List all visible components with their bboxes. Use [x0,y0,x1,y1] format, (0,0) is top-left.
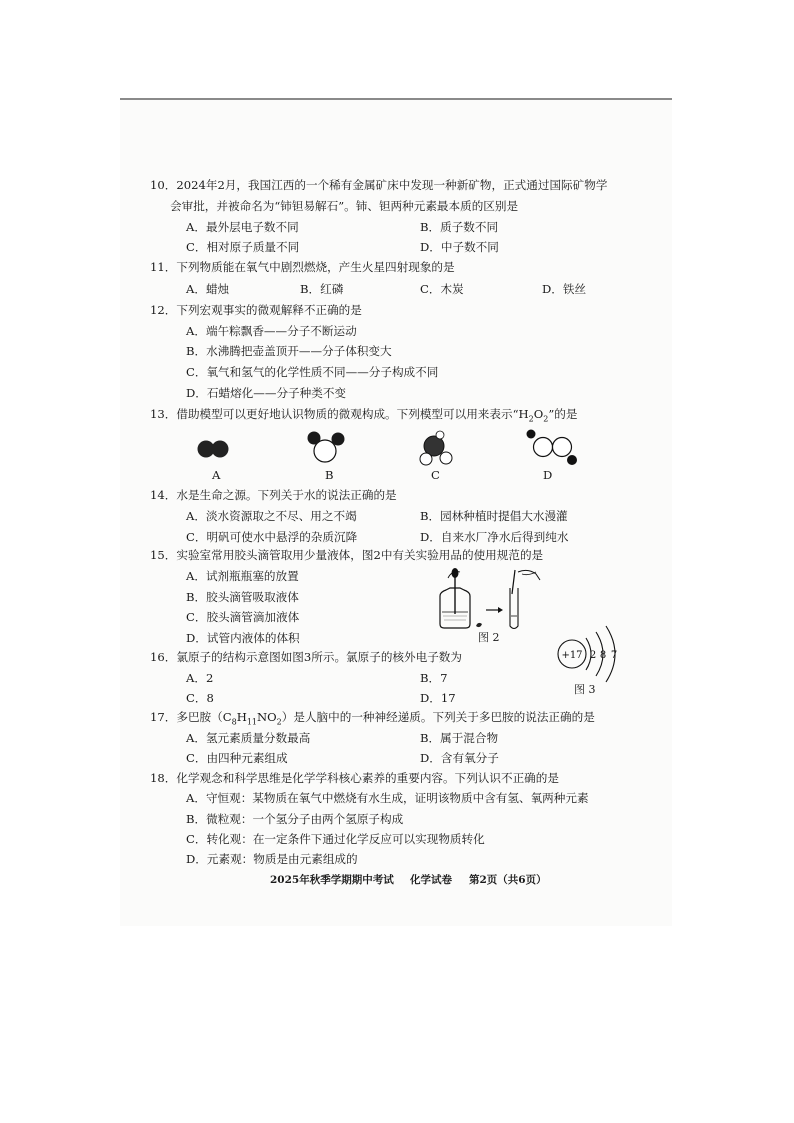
test-tube-icon [510,570,540,629]
q10-option-b: B．质子数不同 [420,220,499,234]
q17-option-b: B．属于混合物 [420,731,499,745]
q18-option-c: C．转化观：在一定条件下通过化学反应可以实现物质转化 [186,832,485,846]
q15-option-a: A．试剂瓶瓶塞的放置 [186,569,299,583]
q14-option-a: A．淡水资源取之不尽、用之不竭 [186,509,357,523]
q11-option-b: B．红磷 [300,282,344,296]
q13-label-b: B [325,468,334,482]
q10-option-a: A．最外层电子数不同 [186,220,299,234]
q16-option-b: B．7 [420,671,448,685]
q10-option-d: D．中子数不同 [420,240,499,254]
figure-2-label: 图 2 [478,631,500,644]
shell-1-count: 2 [589,650,597,661]
q15-option-d: D．试管内液体的体积 [186,631,300,645]
q14-stem: 14．水是生命之源。下列关于水的说法正确的是 [150,488,397,502]
q12-option-d: D．石蜡熔化——分子种类不变 [186,386,347,400]
q17-option-c: C．由四种元素组成 [186,751,288,765]
q16-stem: 16．氯原子的结构示意图如图3所示。氯原子的核外电子数为 [150,650,462,664]
q15-option-b: B．胶头滴管吸取液体 [186,590,299,604]
q16-option-c: C．8 [186,691,214,705]
footer-page-number: 第2页（共6页） [469,874,547,886]
footer-exam-name: 2025年秋季学期期中考试 [270,874,394,886]
stopper-icon [476,623,482,627]
q18-option-b: B．微粒观：一个氢分子由两个氢原子构成 [186,812,404,826]
q11-stem: 11．下列物质能在氧气中剧烈燃烧，产生火星四射现象的是 [150,260,455,274]
q11-option-d: D．铁丝 [542,282,587,296]
q18-option-d: D．元素观：物质是由元素组成的 [186,852,358,866]
q10-stem-line1: 10．2024年2月，我国江西的一个稀有金属矿床中发现一种新矿物，正式通过国际矿物学 [150,178,608,192]
q12-option-a: A．端午粽飘香——分子不断运动 [186,324,357,338]
dropper-icon [448,568,460,614]
q10-stem-line2: 会审批，并被命名为“铈钽易解石”。铈、钽两种元素最本质的区别是 [170,199,519,213]
q11-option-c: C．木炭 [420,282,464,296]
model-d-icon [527,430,578,466]
q16-option-d: D．17 [420,691,456,705]
shell-3-count: 7 [610,650,618,661]
q16-option-a: A．2 [186,671,214,685]
nucleus-charge: +17 [561,650,583,661]
figure-2-lab-apparatus [432,566,544,632]
q14-option-c: C．明矾可使水中悬浮的杂质沉降 [186,530,358,544]
model-b-icon [308,432,345,463]
arrow-right-icon [486,607,503,613]
q13-stem: 13．借助模型可以更好地认识物质的微观构成。下列模型可以用来表示“$H_2O_2$”的是 [150,407,578,424]
q15-option-c: C．胶头滴管滴加液体 [186,610,300,624]
q12-stem: 12．下列宏观事实的微观解释不正确的是 [150,303,362,317]
figure-3-chlorine-atom-diagram [552,624,648,688]
q17-option-a: A．氢元素质量分数最高 [186,731,311,745]
q15-stem: 15．实验室常用胶头滴管取用少量液体，图2中有关实验用品的使用规范的是 [150,548,544,562]
q12-option-b: B．水沸腾把壶盖顶开——分子体积变大 [186,344,392,358]
model-c-icon [420,431,452,465]
q13-label-c: C [431,468,440,482]
figure-3-label: 图 3 [574,683,596,696]
q11-option-a: A．蜡烛 [186,282,230,296]
q10-option-c: C．相对原子质量不同 [186,240,300,254]
q14-option-b: B．园林种植时提倡大水漫灌 [420,509,568,523]
footer-subject: 化学试卷 [410,874,452,886]
q18-option-a: A．守恒观：某物质在氧气中燃烧有水生成，证明该物质中含有氢、氧两种元素 [186,791,589,805]
q12-option-c: C．氧气和氢气的化学性质不同——分子构成不同 [186,365,439,379]
q13-label-d: D [543,468,553,482]
q18-stem: 18．化学观念和科学思维是化学学科核心素养的重要内容。下列认识不正确的是 [150,771,559,785]
q17-option-d: D．含有氧分子 [420,751,499,765]
q13-molecule-models [190,422,590,486]
q13-label-a: A [212,468,221,482]
q17-stem: 17．多巴胺$(C_8H_{11}NO_2)$是人脑中的一种神经递质。下列关于多巴胺的说法正确的是 [150,710,595,727]
q14-option-d: D．自来水厂净水后得到纯水 [420,530,569,544]
shell-2-count: 8 [599,650,607,661]
model-a-icon [198,441,229,458]
